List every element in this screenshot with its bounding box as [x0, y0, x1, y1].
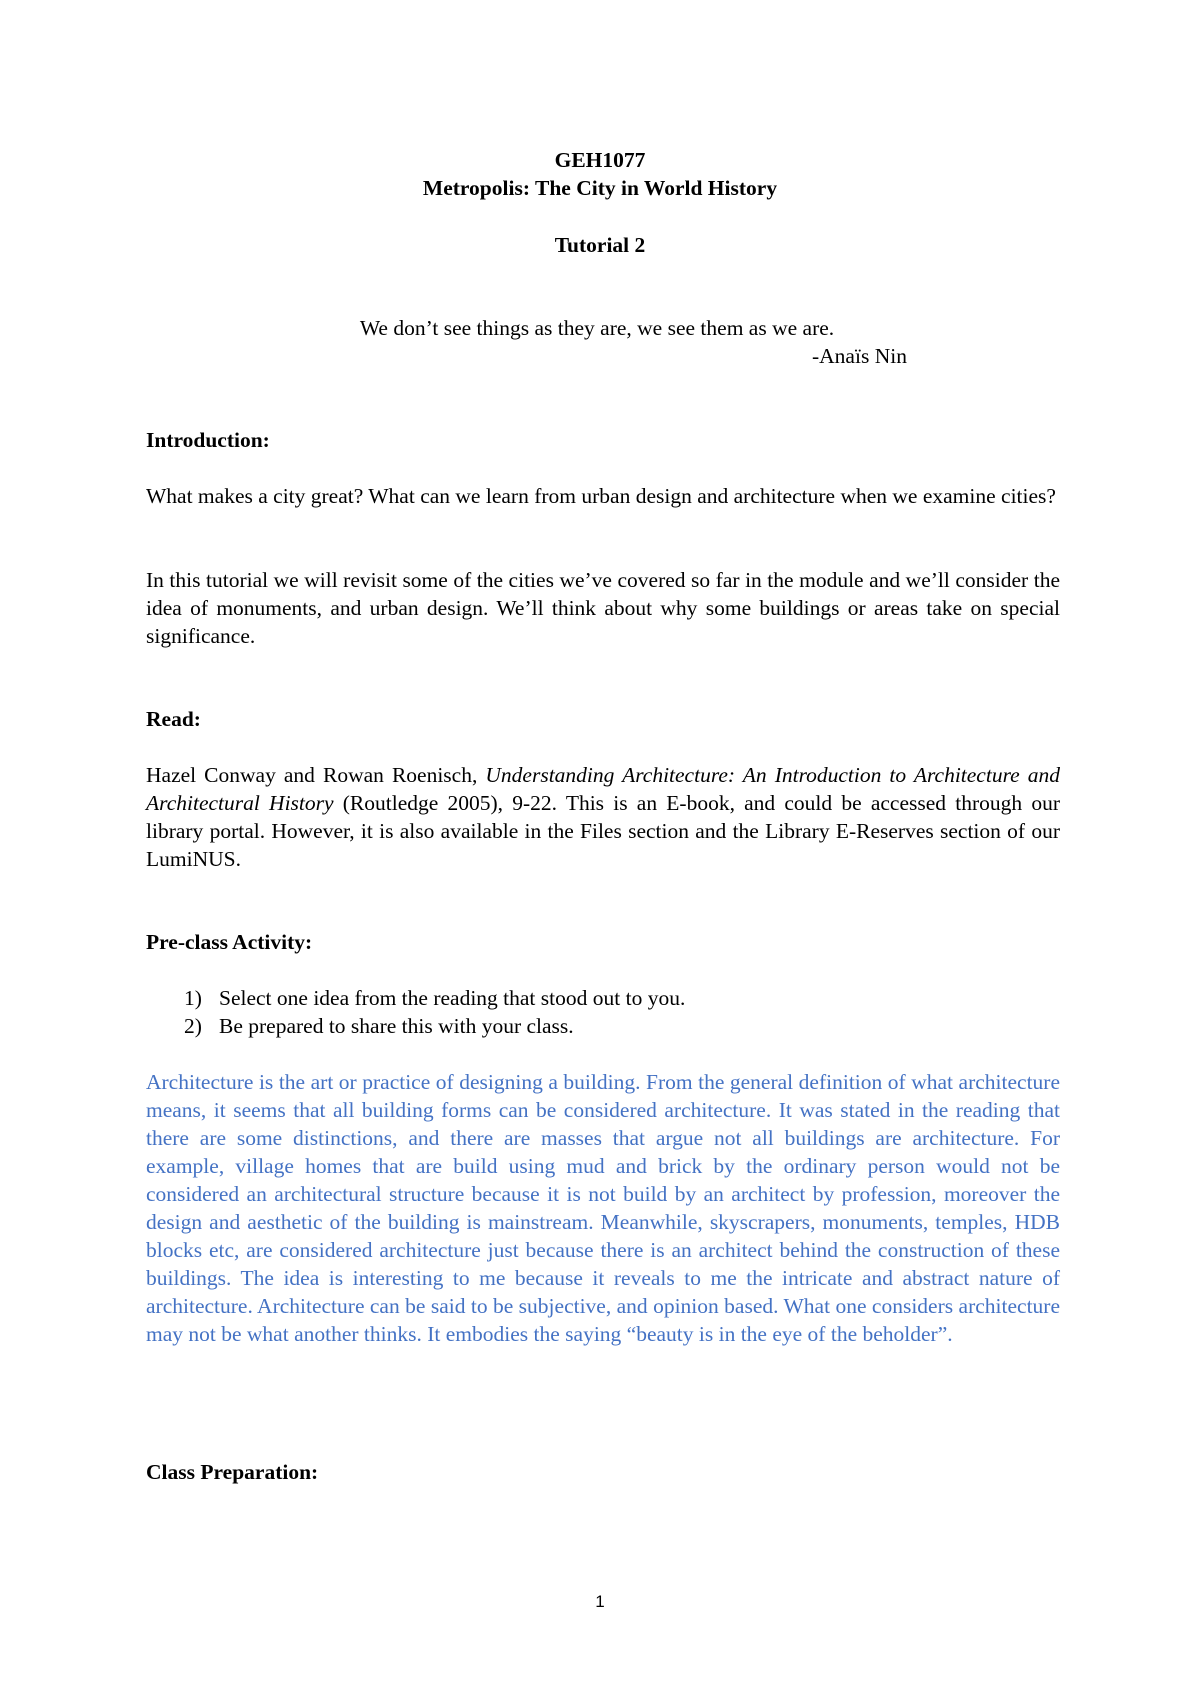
course-title: Metropolis: The City in World History: [422, 176, 778, 200]
course-code: GEH1077: [554, 148, 646, 172]
read-rest: (Routledge 2005), 9-22. This is an E-book, and could be accessed through our library portal. However, it is also available in the Files section and the Library E-Reserves section of our LumiNUS.: [146, 791, 1060, 871]
preclass-heading: Pre-class Activity:: [146, 930, 313, 954]
list-item: [146, 984, 1060, 1012]
introduction-paragraph-1: What makes a city great? What can we learn from urban design and architecture when we examine cities?: [146, 484, 1056, 508]
epigraph-author: -Anaïs Nin: [812, 344, 907, 368]
list-item-number: 1): [184, 986, 202, 1010]
preclass-list: [146, 984, 1060, 1040]
preclass-response: Architecture is the art or practice of designing a building. From the general definition of what architecture means, it seems that all building forms can be considered architecture. It was stated in the reading that there are some distinctions, and there are masses that argue not all buildings are architecture. For example, village homes that are build using mud and brick by the ordinary person would not be considered an architectural structure because it is not build by an architect by profession, moreover the design and aesthetic of the building is mainstream. Meanwhile, skyscrapers, monuments, temples, HDB blocks etc, are considered architecture just because there is an architect behind the construction of these buildings. The idea is interesting to me because it reveals to me the intricate and abstract nature of architecture. Architecture can be said to be subjective, and opinion based. What one considers architecture may not be what another thinks. It embodies the saying “beauty is in the eye of the beholder”.: [146, 1070, 1060, 1346]
epigraph-quote: We don’t see things as they are, we see them as we are.: [359, 316, 835, 340]
tutorial-title: Tutorial 2: [554, 233, 646, 257]
read-book-title: Understanding Architecture: An Introduction to Architecture and Architectural History: [146, 763, 1060, 815]
list-item-text: Be prepared to share this with your class.: [219, 1014, 574, 1038]
list-item-number: 2): [184, 1014, 202, 1038]
introduction-paragraph-2: In this tutorial we will revisit some of the cities we’ve covered so far in the module and we’ll consider the idea of monuments, and urban design. We’ll think about why some buildings or areas take on special significance.: [146, 568, 1060, 648]
class-prep-heading: Class Preparation:: [146, 1460, 319, 1484]
page-number: 1: [595, 1592, 605, 1611]
read-heading: Read:: [146, 707, 201, 731]
list-item: [146, 1012, 1060, 1040]
read-citation: [146, 761, 1060, 873]
read-authors: Hazel Conway and Rowan Roenisch,: [146, 763, 486, 787]
list-item-text: Select one idea from the reading that stood out to you.: [219, 986, 686, 1010]
introduction-heading: Introduction:: [146, 428, 270, 452]
